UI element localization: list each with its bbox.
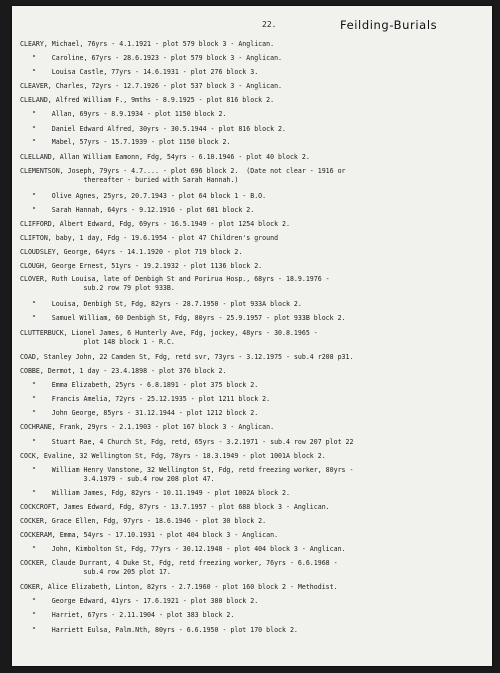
register-line: 3.4.1979 - sub.4 row 208 plot 47. (20, 475, 215, 483)
register-line: CLELAND, Alfred William F., 9mths - 8.9.1925 - plot 816 block 2. (20, 96, 275, 104)
register-line: " Mabel, 57yrs - 15.7.1939 - plot 1150 block 2. (20, 138, 231, 146)
register-line: CLUTTERBUCK, Lionel James, 6 Hunterly Ave, Fdg, jockey, 48yrs - 30.8.1965 - (20, 329, 318, 337)
register-line: thereafter - buried with Sarah Hannah.) (20, 176, 239, 184)
register-line: COAD, Stanley John, 22 Camden St, Fdg, retd svr, 73yrs - 3.12.1975 - sub.4 r208 p31. (20, 353, 354, 361)
register-line: " Daniel Edward Alfred, 30yrs - 30.5.1944 - plot 816 block 2. (20, 125, 286, 133)
register-line: CLEAVER, Charles, 72yrs - 12.7.1926 - plot 537 block 3 - Anglican. (20, 82, 283, 90)
register-line: " Harriet, 67yrs - 2.11.1904 - plot 383 block 2. (20, 611, 235, 619)
register-line: sub.2 row 79 plot 933B. (20, 284, 175, 292)
register-line: CLELLAND, Allan William Eamonn, Fdg, 54yrs - 6.10.1946 - plot 40 block 2. (20, 153, 310, 161)
register-line: COCHRANE, Frank, 29yrs - 2.1.1903 - plot 167 block 3 - Anglican. (20, 423, 275, 431)
register-line: CLOUDSLEY, George, 64yrs - 14.1.1920 - plot 719 block 2. (20, 248, 243, 256)
register-line: CLEMENTSON, Joseph, 79yrs - 4.7.... - plot 696 block 2. (Date not clear - 1916 or (20, 167, 346, 175)
register-line: CLOVER, Ruth Louisa, late of Denbigh St and Porirua Hosp., 68yrs - 18.9.1976 - (20, 275, 330, 283)
register-line: COBBE, Dermot, 1 day - 23.4.1898 - plot 376 block 2. (20, 367, 227, 375)
register-line: plot 148 block 1 - R.C. (20, 338, 175, 346)
register-line: " Sarah Hannah, 64yrs - 9.12.1916 - plot 681 block 2. (20, 206, 255, 214)
register-line: " Francis Amelia, 72yrs - 25.12.1935 - plot 1211 block 2. (20, 395, 271, 403)
page-number: 22. (262, 20, 277, 29)
register-line: " Allan, 69yrs - 8.9.1934 - plot 1150 block 2. (20, 110, 227, 118)
register-line: " Louisa, Denbigh St, Fdg, 82yrs - 28.7.1950 - plot 933A block 2. (20, 300, 302, 308)
register-line: COCKER, Grace Ellen, Fdg, 97yrs - 18.6.1946 - plot 30 block 2. (20, 517, 267, 525)
register-line: " Samuel William, 60 Denbigh St, Fdg, 80yrs - 25.9.1957 - plot 933B block 2. (20, 314, 346, 322)
register-line: COCK, Evaline, 32 Wellington St, Fdg, 78yrs - 18.3.1949 - plot 1001A block 2. (20, 452, 326, 460)
register-line: CLEARY, Michael, 76yrs - 4.1.1921 - plot 579 block 3 - Anglican. (20, 40, 275, 48)
register-line: CLIFFORD, Albert Edward, Fdg, 69yrs - 16.5.1949 - plot 1254 block 2. (20, 220, 290, 228)
register-line: " George Edward, 41yrs - 17.6.1921 - plot 380 block 2. (20, 597, 259, 605)
register-line: COCKCROFT, James Edward, Fdg, 87yrs - 13.7.1957 - plot 688 block 3 - Anglican. (20, 503, 330, 511)
register-line: " Louisa Castle, 77yrs - 14.6.1931 - plot 276 block 3. (20, 68, 259, 76)
register-line: sub.4 row 205 plot 17. (20, 568, 171, 576)
register-line: " Emma Elizabeth, 25yrs - 6.8.1891 - plot 375 block 2. (20, 381, 259, 389)
register-line: " John George, 85yrs - 31.12.1944 - plot 1212 block 2. (20, 409, 259, 417)
document-page (12, 6, 492, 666)
register-line: " William Henry Vanstone, 32 Wellington St, Fdg, retd freezing worker, 80yrs - (20, 466, 354, 474)
register-line: COKER, Alice Elizabeth, Linton, 82yrs - 2.7.1960 - plot 160 block 2 - Methodist. (20, 583, 338, 591)
register-line: COCKER, Claude Durrant, 4 Duke St, Fdg, retd freezing worker, 76yrs - 6.6.1968 - (20, 559, 338, 567)
register-line: " Caroline, 67yrs - 28.6.1923 - plot 579 block 3 - Anglican. (20, 54, 283, 62)
register-line: COCKERAM, Emma, 54yrs - 17.10.1931 - plot 404 block 3 - Anglican. (20, 531, 279, 539)
register-line: " William James, Fdg, 82yrs - 10.11.1949 - plot 1002A block 2. (20, 489, 290, 497)
page-header: Feilding-Burials (340, 18, 438, 32)
register-line: " Olive Agnes, 25yrs, 20.7.1943 - plot 64 block 1 - B.O. (20, 192, 267, 200)
register-line: " Harriett Eulsa, Palm.Nth, 80yrs - 6.6.1950 - plot 170 block 2. (20, 626, 298, 634)
register-line: " Stuart Rae, 4 Church St, Fdg, retd, 65yrs - 3.2.1971 - sub.4 row 207 plot 22 (20, 438, 354, 446)
register-line: CLOUGH, George Ernest, 51yrs - 19.2.1932 - plot 1136 block 2. (20, 262, 263, 270)
register-line: " John, Kimbolton St, Fdg, 77yrs - 30.12.1948 - plot 404 block 3 - Anglican. (20, 545, 346, 553)
register-line: CLIFTON, baby, 1 day, Fdg - 19.6.1954 - plot 47 Children's ground (20, 234, 279, 242)
